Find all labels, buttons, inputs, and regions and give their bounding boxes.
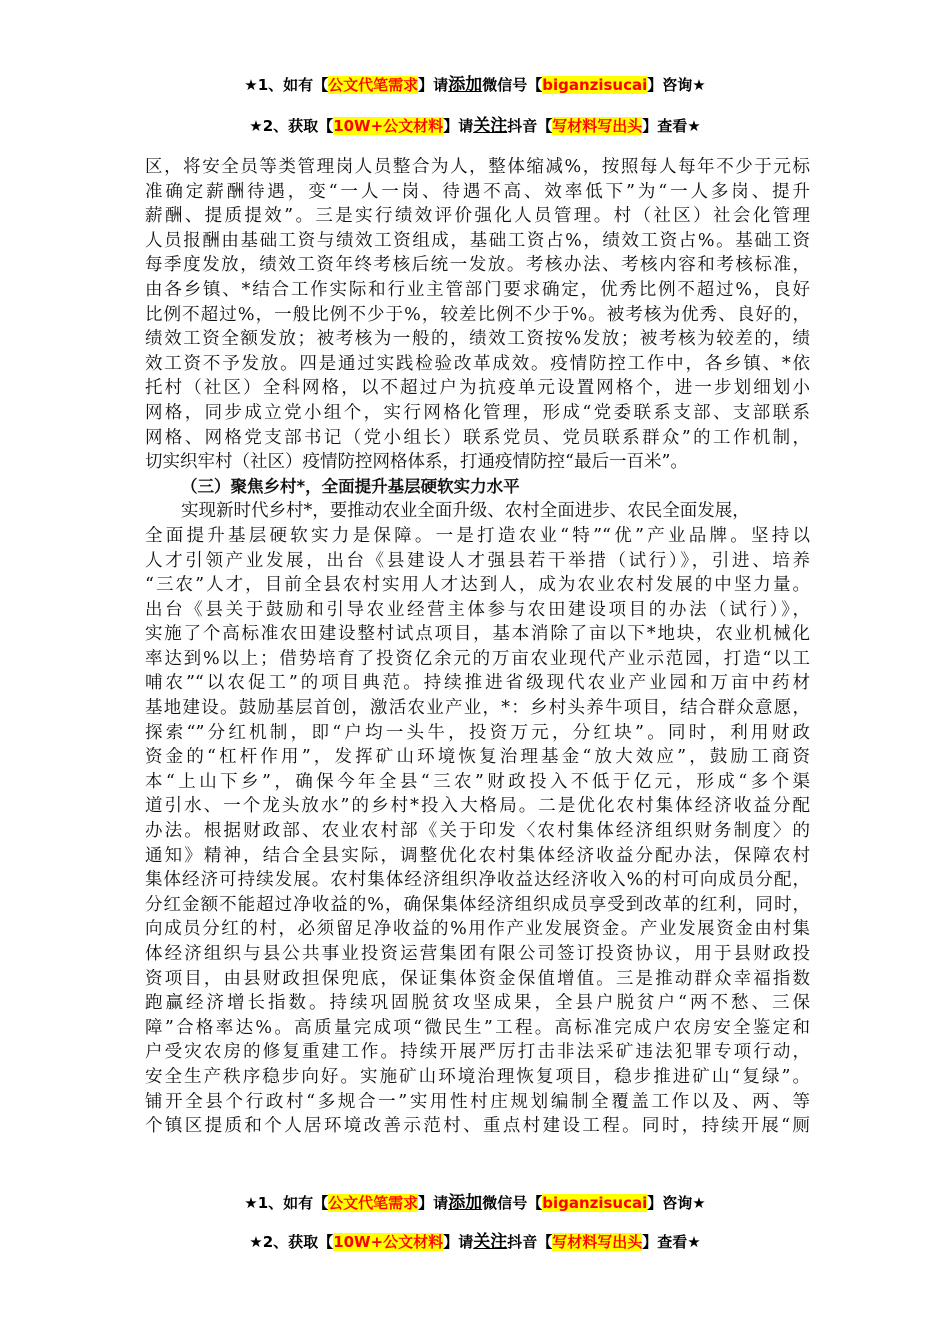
banner-underline-follow: 关注 (473, 116, 508, 136)
highlight-douyin-account: 写材料写出头 (552, 117, 643, 135)
body-line: 办法。根据财政部、农业农村部《关于印发〈农村集体经济组织财务制度〉的 (145, 821, 810, 842)
body-line: 由各乡镇、*结合工作实际和行业主管部门要求确定，优秀比例不超过%，良好 (145, 279, 810, 300)
document-body (145, 155, 810, 1139)
top-banner-line-2 (0, 111, 950, 136)
body-line: 探索“”分红机制，即“户均一头牛，投资万元，分红块”。同时，利用财政 (145, 722, 810, 743)
body-line: 资项目，由县财政担保兜底，保证集体资金保值增值。三是推动群众幸福指数 (145, 968, 810, 989)
body-line: 个镇区提质和个人居环境改善示范村、重点村建设工程。同时，持续开展“厕 (145, 1116, 810, 1137)
body-line: 薪酬、提质提效”。三是实行绩效评价强化人员管理。村（社区）社会化管理 (145, 206, 810, 227)
body-line: 基地建设。鼓励基层首创，激活农业产业，*：乡村头养牛项目，结合群众意愿， (145, 698, 810, 719)
body-line: 体经济组织与县公共事业投资运营集团有限公司签订投资协议，用于县财政投 (145, 944, 810, 964)
banner-text: ★2、获取【 (249, 1233, 334, 1251)
banner-text: 】请 (418, 1194, 449, 1212)
body-line: 全面提升基层硬软实力是保障。一是打造农业“特”“优”产业品牌。坚持以 (145, 525, 810, 546)
body-line: 准确定薪酬待遇，变“一人一岗、待遇不高、效率低下”为“一人多岗、提升 (145, 181, 810, 202)
banner-text: 】查看★ (642, 117, 701, 135)
banner-text: ★2、获取【 (249, 117, 334, 135)
body-line: 绩效工资全额发放；被考核为一般的，绩效工资按%发放；被考核为较差的，绩 (145, 329, 810, 350)
banner-text: 】请 (418, 76, 449, 94)
banner-text: 微信号【 (482, 76, 543, 94)
banner-underline-add: 添加 (448, 1193, 483, 1213)
banner-text: 】请 (443, 117, 474, 135)
highlight-service: 公文代笔需求 (328, 1194, 419, 1212)
banner-text: 】咨询★ (647, 76, 706, 94)
highlight-service: 公文代笔需求 (328, 76, 419, 94)
body-line: 障”合格率达%。高质量完成项“微民生”工程。高标准完成户农房安全鉴定和 (145, 1017, 810, 1038)
body-line: 托村（社区）全科网格，以不超过户为抗疫单元设置网格个，进一步划细划小 (145, 378, 810, 399)
body-line: 铺开全县个行政村“多规合一”实用性村庄规划编制全覆盖工作以及、两、等 (145, 1091, 810, 1112)
body-line: 分红金额不能超过净收益的%，确保集体经济组织成员享受到改革的红利，同时， (145, 894, 810, 915)
body-line: 户受灾农房的修复重建工作。持续开展严厉打击非法采矿违法犯罪专项行动， (145, 1042, 810, 1063)
body-line: 集体经济可持续发展。农村集体经济组织净收益达经济收入%的村可向成员分配， (145, 870, 810, 891)
body-line: 本“上山下乡”，确保今年全县“三农”财政投入不低于亿元，形成“多个渠 (145, 771, 810, 792)
body-line: 哺农”“以农促工”的项目典范。持续推进省级现代农业产业园和万亩中药材 (145, 673, 810, 694)
body-line: 率达到%以上；借势培育了投资亿余元的万亩农业现代产业示范园，打造“以工 (145, 648, 810, 669)
bottom-banner-line-1 (0, 1188, 950, 1213)
highlight-wechat-id: biganzisucai (542, 1194, 648, 1212)
body-line: 跑赢经济增长指数。持续巩固脱贫攻坚成果，全县户脱贫户“两不愁、三保 (145, 993, 810, 1014)
body-line: “三农”人才，目前全县农村实用人才达到人，成为农业农村发展的中坚力量。 (145, 575, 810, 596)
banner-underline-follow: 关注 (473, 1232, 508, 1252)
body-line: 人员报酬由基础工资与绩效工资组成，基础工资占%，绩效工资占%。基础工资 (145, 230, 810, 251)
highlight-douyin-account: 写材料写出头 (552, 1233, 643, 1251)
body-line: 网格、网格党支部书记（党小组长）联系党员、党员联系群众”的工作机制， (145, 427, 810, 448)
body-line: 切实织牢村（社区）疫情防控网格体系，打通疫情防控“最后一百米”。 (145, 452, 688, 473)
body-line: 实施了个高标准农田建设整村试点项目，基本消除了亩以下*地块，农业机械化 (145, 624, 810, 645)
highlight-wechat-id: biganzisucai (542, 76, 648, 94)
highlight-materials: 10W+公文材料 (333, 1233, 444, 1251)
body-line: 向成员分红的村，必须留足净收益的%用作产业发展资金。产业发展资金由村集 (145, 919, 810, 940)
banner-text: 抖音【 (507, 1233, 553, 1251)
bottom-banner-line-2 (0, 1227, 950, 1252)
body-line: 道引水、一个龙头放水”的乡村*投入大格局。二是优化农村集体经济收益分配 (145, 796, 810, 817)
body-line: 资金的“杠杆作用”，发挥矿山环境恢复治理基金“放大效应”，鼓励工商资 (145, 747, 810, 768)
body-line: 安全生产秩序稳步向好。实施矿山环境治理恢复项目，稳步推进矿山“复绿”。 (145, 1066, 810, 1087)
section-heading: （三）聚焦乡村*，全面提升基层硬软实力水平 (181, 476, 520, 496)
body-line: 人才引领产业发展，出台《县建设人才强县若干举措（试行）》，引进、培养 (145, 550, 810, 571)
banner-text: 】查看★ (642, 1233, 701, 1251)
body-line: 实现新时代乡村*，要推动农业全面升级、农村全面进步、农民全面发展， (181, 501, 750, 522)
banner-text: 微信号【 (482, 1194, 543, 1212)
body-line: 通知》精神，结合全县实际，调整优化农村集体经济收益分配办法，保障农村 (145, 845, 810, 866)
banner-text: 】咨询★ (647, 1194, 706, 1212)
body-line: 每季度发放，绩效工资年终考核后统一发放。考核办法、考核内容和考核标准， (145, 255, 810, 276)
body-line: 出台《县关于鼓励和引导农业经营主体参与农田建设项目的办法（试行）》， (145, 599, 810, 620)
body-line: 网格，同步成立党小组个，实行网格化管理，形成“党委联系支部、支部联系 (145, 402, 810, 423)
banner-text: ★1、如有【 (244, 76, 329, 94)
banner-text: 】请 (443, 1233, 474, 1251)
top-banner-line-1 (0, 70, 950, 95)
body-line: 效工资不予发放。四是通过实践检验改革成效。疫情防控工作中，各乡镇、*依 (145, 353, 810, 374)
body-line: 比例不超过%，一般比例不少于%，较差比例不少于%。被考核为优秀、良好的， (145, 304, 810, 325)
banner-underline-add: 添加 (448, 75, 483, 95)
banner-text: 抖音【 (507, 117, 553, 135)
highlight-materials: 10W+公文材料 (333, 117, 444, 135)
body-line: 区，将安全员等类管理岗人员整合为人，整体缩减%，按照每人每年不少于元标 (145, 157, 810, 177)
banner-text: ★1、如有【 (244, 1194, 329, 1212)
